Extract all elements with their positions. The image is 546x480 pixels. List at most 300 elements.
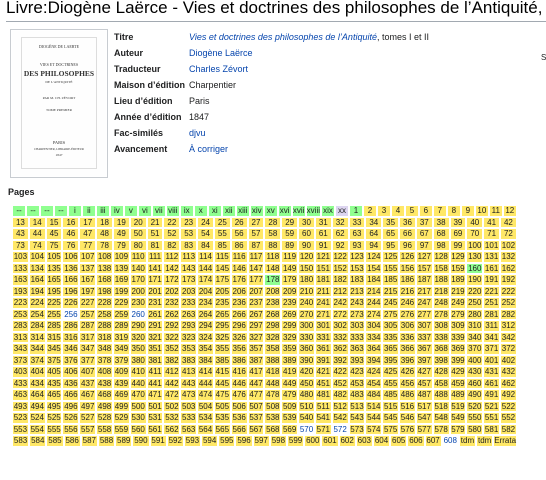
page-link[interactable]: 272 xyxy=(333,309,347,319)
page-link[interactable]: 233 xyxy=(182,298,196,308)
page-link[interactable]: 521 xyxy=(484,401,499,411)
page-link[interactable]: 358 xyxy=(266,344,280,354)
page-link[interactable]: 434 xyxy=(30,378,44,388)
page-link[interactable]: 330 xyxy=(299,332,314,342)
page-link[interactable]: 119 xyxy=(281,251,298,263)
page-link[interactable]: 477 xyxy=(249,390,263,400)
page-link[interactable]: 601 xyxy=(323,436,337,446)
page-link[interactable]: 292 xyxy=(165,321,179,331)
page-link[interactable]: 377 xyxy=(81,355,95,365)
page-link[interactable]: 114 xyxy=(197,251,214,263)
page-link[interactable]: 566 xyxy=(232,424,246,434)
page-link[interactable]: 369 xyxy=(451,344,465,354)
page-link[interactable]: iii xyxy=(96,205,110,217)
page-link[interactable]: 148 xyxy=(266,263,280,273)
page-link[interactable]: 412 xyxy=(165,367,179,377)
page-link[interactable]: 192 xyxy=(501,275,516,285)
page-link[interactable]: 168 xyxy=(97,275,112,285)
page-link[interactable]: 242 xyxy=(333,298,347,308)
page-link[interactable]: 217 xyxy=(417,286,431,296)
page-link[interactable]: 361 xyxy=(316,344,330,354)
page-link[interactable]: 13 xyxy=(12,217,29,229)
page-link[interactable]: 174 xyxy=(198,275,213,285)
page-link[interactable]: 314 xyxy=(30,332,44,342)
page-link[interactable]: 226 xyxy=(64,298,78,308)
page-link[interactable]: 528 xyxy=(97,413,112,423)
page-link[interactable]: 555 xyxy=(47,424,61,434)
page-link[interactable]: 195 xyxy=(47,286,61,296)
page-link[interactable]: 531 xyxy=(148,413,162,423)
page-link[interactable]: 258 xyxy=(97,309,112,319)
page-link[interactable]: 141 xyxy=(148,263,162,273)
page-link[interactable]: 485 xyxy=(383,390,398,400)
page-link[interactable]: 246 xyxy=(400,298,415,308)
page-link[interactable]: 118 xyxy=(264,251,281,263)
page-link[interactable]: 80 xyxy=(130,240,147,252)
page-link[interactable]: 408 xyxy=(97,367,112,377)
page-link[interactable]: 468 xyxy=(97,390,112,400)
page-link[interactable]: 110 xyxy=(130,251,147,263)
page-link[interactable]: 44 xyxy=(29,228,46,240)
page-link[interactable]: 165 xyxy=(47,275,61,285)
page-link[interactable]: 402 xyxy=(501,355,516,365)
page-link[interactable]: 244 xyxy=(367,298,381,308)
page-link[interactable]: 130 xyxy=(468,252,482,262)
page-link[interactable]: 149 xyxy=(282,263,297,273)
page-link[interactable]: 83 xyxy=(180,240,197,252)
page-link[interactable]: vi xyxy=(138,205,152,217)
page-link[interactable]: 156 xyxy=(400,263,415,273)
page-link[interactable]: 406 xyxy=(64,367,78,377)
page-link[interactable]: 66 xyxy=(399,228,416,240)
page-link[interactable]: 552 xyxy=(501,413,516,423)
page-link[interactable]: 516 xyxy=(400,401,415,411)
page-link[interactable]: 86 xyxy=(231,240,248,252)
page-link[interactable]: 25 xyxy=(214,217,231,229)
page-link[interactable]: 270 xyxy=(299,309,314,319)
page-link[interactable]: 250 xyxy=(468,298,482,308)
page-link[interactable]: 580 xyxy=(468,424,482,434)
page-link[interactable]: 232 xyxy=(165,298,179,308)
page-link[interactable]: 590 xyxy=(134,436,148,446)
page-link[interactable]: 231 xyxy=(148,298,162,308)
page-link[interactable]: 386 xyxy=(232,355,246,365)
page-link[interactable]: 305 xyxy=(383,321,398,331)
page-link[interactable]: 240 xyxy=(299,298,314,308)
page-link[interactable]: 508 xyxy=(266,401,280,411)
page-link[interactable]: 583 xyxy=(13,436,28,446)
page-link[interactable]: 338 xyxy=(434,332,448,342)
page-link[interactable]: 50 xyxy=(130,228,147,240)
page-link[interactable]: 491 xyxy=(484,390,499,400)
page-link[interactable]: 204 xyxy=(198,286,213,296)
page-link[interactable]: 396 xyxy=(400,355,415,365)
page-link[interactable]: 198 xyxy=(97,286,112,296)
page-link[interactable]: 279 xyxy=(451,309,465,319)
page-link[interactable]: 482 xyxy=(333,390,347,400)
page-link[interactable]: 310 xyxy=(468,321,482,331)
page-link[interactable]: 6 xyxy=(419,205,433,217)
page-link[interactable]: 254 xyxy=(30,309,44,319)
page-link[interactable]: 87 xyxy=(248,240,265,252)
page-link[interactable]: 146 xyxy=(232,263,246,273)
page-link[interactable]: 183 xyxy=(350,275,364,285)
page-link[interactable]: 370 xyxy=(468,344,482,354)
page-link[interactable]: 529 xyxy=(114,413,129,423)
page-link[interactable]: 61 xyxy=(315,228,332,240)
page-link[interactable]: 348 xyxy=(97,344,112,354)
page-link[interactable]: 394 xyxy=(367,355,381,365)
page-link[interactable]: 166 xyxy=(64,275,78,285)
page-link[interactable]: -- xyxy=(12,205,26,217)
page-link[interactable]: 216 xyxy=(400,286,415,296)
page-link[interactable]: 505 xyxy=(215,401,230,411)
page-link[interactable]: 480 xyxy=(299,390,314,400)
page-link[interactable]: 391 xyxy=(316,355,330,365)
page-link[interactable]: 34 xyxy=(365,217,382,229)
page-link[interactable]: 98 xyxy=(433,240,450,252)
page-link[interactable]: 444 xyxy=(198,378,213,388)
page-link[interactable]: 481 xyxy=(316,390,330,400)
page-link[interactable]: 573 xyxy=(350,424,364,434)
page-link[interactable]: 362 xyxy=(333,344,347,354)
page-link[interactable]: 350 xyxy=(131,344,145,354)
page-link[interactable]: 514 xyxy=(367,401,381,411)
page-link[interactable]: 36 xyxy=(399,217,416,229)
page-link[interactable]: 58 xyxy=(264,228,281,240)
page-link[interactable]: 263 xyxy=(182,309,196,319)
page-link[interactable]: 507 xyxy=(249,401,263,411)
page-link[interactable]: 115 xyxy=(214,251,231,263)
page-link[interactable]: 469 xyxy=(114,390,129,400)
page-link[interactable]: 1 xyxy=(349,205,363,217)
page-link[interactable]: 534 xyxy=(198,413,213,423)
page-link[interactable]: 248 xyxy=(434,298,448,308)
page-link[interactable]: 409 xyxy=(114,367,129,377)
page-link[interactable]: 90 xyxy=(298,240,315,252)
page-link[interactable]: xx xyxy=(335,205,349,217)
page-link[interactable]: 76 xyxy=(62,240,79,252)
page-link[interactable]: 571 xyxy=(316,424,330,434)
page-link[interactable]: 450 xyxy=(299,378,314,388)
page-link[interactable]: 433 xyxy=(13,378,28,388)
page-link[interactable]: 175 xyxy=(215,275,230,285)
page-link[interactable]: 349 xyxy=(114,344,129,354)
page-link[interactable]: 603 xyxy=(357,436,372,446)
page-link[interactable]: 578 xyxy=(434,424,448,434)
page-link[interactable]: 500 xyxy=(131,401,145,411)
page-link[interactable]: 72 xyxy=(500,228,517,240)
page-link[interactable]: 368 xyxy=(434,344,448,354)
page-link[interactable]: 173 xyxy=(182,275,196,285)
page-link[interactable]: 158 xyxy=(434,263,448,273)
page-link[interactable]: 404 xyxy=(30,367,44,377)
page-link[interactable]: 462 xyxy=(501,378,516,388)
page-link[interactable]: 458 xyxy=(434,378,448,388)
page-link[interactable]: 262 xyxy=(165,309,179,319)
page-link[interactable]: 91 xyxy=(315,240,332,252)
page-link[interactable]: 247 xyxy=(417,298,431,308)
page-link[interactable]: 340 xyxy=(468,332,482,342)
page-link[interactable]: 379 xyxy=(114,355,129,365)
page-link[interactable]: 495 xyxy=(47,401,61,411)
page-link[interactable]: 55 xyxy=(214,228,231,240)
page-link[interactable]: 556 xyxy=(64,424,78,434)
page-link[interactable]: 308 xyxy=(434,321,448,331)
page-link[interactable]: 161 xyxy=(484,263,499,273)
page-link[interactable]: 329 xyxy=(282,332,297,342)
page-link[interactable]: 414 xyxy=(198,367,213,377)
page-link[interactable]: 289 xyxy=(114,321,129,331)
page-link[interactable]: 357 xyxy=(249,344,263,354)
page-link[interactable]: 524 xyxy=(30,413,44,423)
page-link[interactable]: 78 xyxy=(96,240,113,252)
page-link[interactable]: 186 xyxy=(400,275,415,285)
page-link[interactable]: 454 xyxy=(367,378,381,388)
page-link[interactable]: 319 xyxy=(114,332,129,342)
page-link[interactable]: vii xyxy=(152,205,166,217)
page-link[interactable]: 419 xyxy=(282,367,297,377)
page-link[interactable]: 355 xyxy=(215,344,230,354)
page-link[interactable]: 30 xyxy=(298,217,315,229)
page-link[interactable]: 45 xyxy=(46,228,63,240)
page-link[interactable]: 7 xyxy=(433,205,447,217)
page-link[interactable]: 416 xyxy=(232,367,246,377)
page-link[interactable]: 588 xyxy=(99,436,114,446)
page-link[interactable]: 607 xyxy=(426,436,440,446)
page-link[interactable]: 393 xyxy=(350,355,364,365)
page-link[interactable]: 264 xyxy=(198,309,213,319)
page-link[interactable]: 203 xyxy=(182,286,196,296)
page-link[interactable]: 220 xyxy=(468,286,482,296)
page-link[interactable]: 456 xyxy=(400,378,415,388)
page-link[interactable]: 178 xyxy=(266,275,280,285)
page-link[interactable]: 291 xyxy=(148,321,162,331)
page-link[interactable]: 71 xyxy=(483,228,500,240)
page-link[interactable]: -- xyxy=(40,205,54,217)
page-link[interactable]: 530 xyxy=(131,413,145,423)
page-link[interactable]: 502 xyxy=(165,401,179,411)
page-link[interactable]: 278 xyxy=(434,309,448,319)
page-link[interactable]: 69 xyxy=(450,228,467,240)
page-link[interactable]: 587 xyxy=(82,436,97,446)
page-link[interactable]: 260 xyxy=(131,309,145,319)
page-link[interactable]: 426 xyxy=(400,367,415,377)
page-link[interactable]: 136 xyxy=(64,263,78,273)
page-link[interactable]: 11 xyxy=(489,205,503,217)
page-link[interactable]: 582 xyxy=(501,424,516,434)
page-link[interactable]: 591 xyxy=(151,436,165,446)
page-link[interactable]: 593 xyxy=(185,436,200,446)
page-link[interactable]: 127 xyxy=(417,252,431,262)
page-link[interactable]: 304 xyxy=(367,321,381,331)
page-link[interactable]: 373 xyxy=(13,355,28,365)
page-link[interactable]: 464 xyxy=(30,390,44,400)
page-link[interactable]: 14 xyxy=(29,217,46,229)
page-link[interactable]: x xyxy=(194,205,208,217)
page-link[interactable]: 356 xyxy=(232,344,246,354)
page-link[interactable]: 281 xyxy=(484,309,499,319)
page-link[interactable]: 344 xyxy=(30,344,44,354)
page-link[interactable]: 225 xyxy=(47,298,61,308)
page-link[interactable]: 54 xyxy=(197,228,214,240)
page-link[interactable]: 525 xyxy=(47,413,61,423)
page-link[interactable]: 63 xyxy=(349,228,366,240)
page-link[interactable]: 421 xyxy=(316,367,330,377)
page-link[interactable]: 120 xyxy=(299,252,314,262)
page-link[interactable]: 337 xyxy=(417,332,431,342)
metadata-value-link[interactable]: Diogène Laërce xyxy=(189,48,253,58)
page-link[interactable]: 341 xyxy=(484,332,499,342)
page-link[interactable]: 541 xyxy=(316,413,330,423)
page-link[interactable]: 212 xyxy=(333,286,347,296)
page-link[interactable]: 513 xyxy=(350,401,364,411)
page-link[interactable]: 506 xyxy=(232,401,246,411)
page-link[interactable]: 440 xyxy=(131,378,145,388)
page-link[interactable]: 104 xyxy=(30,252,44,262)
page-link[interactable]: 126 xyxy=(400,252,415,262)
page-link[interactable]: 238 xyxy=(266,298,280,308)
page-link[interactable]: 465 xyxy=(47,390,61,400)
page-link[interactable]: 589 xyxy=(117,436,131,446)
page-link[interactable]: 155 xyxy=(383,263,398,273)
page-link[interactable]: 499 xyxy=(114,401,129,411)
page-link[interactable]: 167 xyxy=(81,275,95,285)
page-link[interactable]: 206 xyxy=(232,286,246,296)
page-link[interactable]: 602 xyxy=(340,436,354,446)
book-cover-thumbnail[interactable] xyxy=(10,29,108,178)
page-link[interactable]: 512 xyxy=(333,401,347,411)
page-link[interactable]: 222 xyxy=(501,286,516,296)
page-link[interactable]: 184 xyxy=(367,275,381,285)
page-link[interactable]: 563 xyxy=(182,424,196,434)
page-link[interactable]: 133 xyxy=(13,263,28,273)
page-link[interactable]: 9 xyxy=(461,205,475,217)
page-link[interactable]: 375 xyxy=(47,355,61,365)
page-link[interactable]: 446 xyxy=(232,378,246,388)
page-link[interactable]: 268 xyxy=(266,309,280,319)
page-link[interactable]: 214 xyxy=(367,286,381,296)
page-link[interactable]: 194 xyxy=(30,286,44,296)
page-link[interactable]: 385 xyxy=(215,355,230,365)
page-link[interactable]: 275 xyxy=(383,309,398,319)
page-link[interactable]: 180 xyxy=(299,275,314,285)
page-link[interactable]: 301 xyxy=(316,321,330,331)
page-link[interactable]: 303 xyxy=(350,321,364,331)
page-link[interactable]: 435 xyxy=(47,378,61,388)
page-link[interactable]: 606 xyxy=(409,436,423,446)
page-link[interactable]: 283 xyxy=(13,321,28,331)
page-link[interactable]: 413 xyxy=(182,367,196,377)
page-link[interactable]: 535 xyxy=(215,413,230,423)
page-link[interactable]: 430 xyxy=(468,367,482,377)
page-link[interactable]: 568 xyxy=(266,424,280,434)
page-link[interactable]: 459 xyxy=(451,378,465,388)
page-link[interactable]: xiv xyxy=(250,205,264,217)
page-link[interactable]: 129 xyxy=(451,252,465,262)
page-link[interactable]: 380 xyxy=(131,355,145,365)
page-link[interactable]: 293 xyxy=(182,321,196,331)
page-link[interactable]: 551 xyxy=(484,413,499,423)
page-link[interactable]: 300 xyxy=(299,321,314,331)
page-link[interactable]: 122 xyxy=(333,252,347,262)
page-link[interactable]: 201 xyxy=(148,286,162,296)
page-link[interactable]: 209 xyxy=(282,286,297,296)
page-link[interactable]: 445 xyxy=(215,378,230,388)
page-link[interactable]: 137 xyxy=(81,263,95,273)
page-link[interactable]: 559 xyxy=(114,424,129,434)
page-link[interactable]: 255 xyxy=(47,309,61,319)
page-link[interactable]: 600 xyxy=(306,436,320,446)
page-link[interactable]: 515 xyxy=(383,401,398,411)
page-link[interactable]: ii xyxy=(82,205,96,217)
page-link[interactable]: 269 xyxy=(282,309,297,319)
page-link[interactable]: 388 xyxy=(266,355,280,365)
page-link[interactable]: 93 xyxy=(349,240,366,252)
page-link[interactable]: 423 xyxy=(350,367,364,377)
page-link[interactable]: viii xyxy=(166,205,180,217)
page-link[interactable]: 109 xyxy=(114,252,129,262)
page-link[interactable]: 378 xyxy=(97,355,112,365)
page-link[interactable]: 197 xyxy=(81,286,95,296)
page-link[interactable]: 372 xyxy=(501,344,516,354)
page-link[interactable]: 359 xyxy=(282,344,297,354)
page-link[interactable]: 584 xyxy=(31,436,45,446)
page-link[interactable]: 103 xyxy=(13,252,28,262)
page-link[interactable]: 24 xyxy=(197,217,214,229)
metadata-value-link[interactable]: À corriger xyxy=(189,144,229,154)
page-link[interactable]: 117 xyxy=(248,251,265,263)
page-link[interactable]: 597 xyxy=(254,436,268,446)
page-link[interactable]: 562 xyxy=(165,424,179,434)
page-link[interactable]: 41 xyxy=(483,217,500,229)
page-link[interactable]: 332 xyxy=(333,332,347,342)
page-link[interactable]: xiii xyxy=(236,205,250,217)
page-link[interactable]: 296 xyxy=(232,321,246,331)
page-link[interactable]: 473 xyxy=(182,390,196,400)
page-link[interactable]: 211 xyxy=(315,286,332,298)
page-link[interactable]: 346 xyxy=(64,344,78,354)
page-link[interactable]: 501 xyxy=(148,401,162,411)
page-link[interactable]: 438 xyxy=(97,378,112,388)
page-link[interactable]: 172 xyxy=(165,275,179,285)
page-link[interactable]: 470 xyxy=(131,390,145,400)
page-link[interactable]: 608 xyxy=(443,436,457,446)
page-link[interactable]: 26 xyxy=(231,217,248,229)
page-link[interactable]: 280 xyxy=(468,309,482,319)
page-link[interactable]: 31 xyxy=(315,217,332,229)
page-link[interactable]: 49 xyxy=(113,228,130,240)
page-link[interactable]: 2 xyxy=(363,205,377,217)
page-link[interactable]: 288 xyxy=(97,321,112,331)
page-link[interactable]: 235 xyxy=(215,298,230,308)
page-link[interactable]: 46 xyxy=(62,228,79,240)
page-link[interactable]: 266 xyxy=(232,309,246,319)
page-link[interactable]: 294 xyxy=(198,321,213,331)
page-link[interactable]: 575 xyxy=(383,424,398,434)
page-link[interactable]: tdm xyxy=(477,436,492,446)
page-link[interactable]: 527 xyxy=(81,413,95,423)
page-link[interactable]: 449 xyxy=(282,378,297,388)
page-link[interactable]: 405 xyxy=(47,367,61,377)
page-link[interactable]: 557 xyxy=(81,424,95,434)
page-link[interactable]: 451 xyxy=(316,378,330,388)
page-link[interactable]: 170 xyxy=(131,275,145,285)
page-link[interactable]: 360 xyxy=(299,344,314,354)
page-link[interactable]: 474 xyxy=(198,390,213,400)
page-link[interactable]: 142 xyxy=(165,263,179,273)
page-link[interactable]: 236 xyxy=(232,298,246,308)
